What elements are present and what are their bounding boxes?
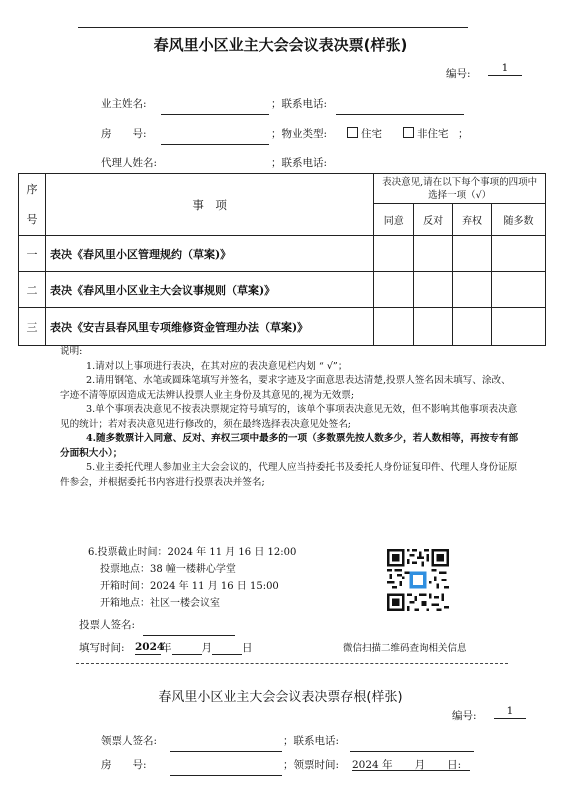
residence-label: 住宅 [361,128,382,140]
owner-name-label: 业主姓名: [101,98,147,110]
notes-heading: 说明: [60,346,83,357]
row-number: 一 [19,236,46,272]
vote-cell-majority[interactable] [492,236,546,272]
col-number-header [19,174,46,236]
col-number-2: 号 [26,212,38,226]
serial-number: 1 [488,62,522,76]
stub-serial-number: 1 [494,705,526,719]
vote-cell-oppose[interactable] [414,236,453,272]
vote-table [18,173,546,346]
room-label: 房 号: [101,128,147,140]
vote-cell-oppose[interactable] [414,308,453,346]
option-abstain: 弃权 [453,204,492,236]
note-3: 3.单个事项表决意见不按表决票规定符号填写的，该单个事项表决意见无效，但不影响其他事项表决意见的统计；若对表决意见进行修改的，须在最终选择表决意见处签名; [60,404,518,430]
note-6-deadline: 6.投票截止时间：2024 年 11 月 16 日 12:00 [88,547,297,558]
fill-year[interactable]: 2024 [135,641,165,653]
fill-day[interactable] [212,642,242,655]
semicolon: ； [458,128,469,140]
row-number: 二 [19,272,46,308]
vote-instruction: 表决意见,请在以下每个事项的四项中选择一项（√） [374,174,546,204]
table-row [19,236,546,272]
receive-time-field[interactable] [352,757,470,771]
row-item: 表决《春风里小区业主大会议事规则（草案)》 [45,272,373,308]
ballot-title: 春风里小区业主大会会议表决票(样张) [153,36,408,54]
row-item: 表决《春风里小区管理规约（草案)》 [45,236,373,272]
property-type-label: ；物业类型: [271,128,328,140]
qr-code [387,549,449,611]
receiver-label: 领票人签名: [101,735,158,747]
fill-time-label: 填写时间: [79,642,125,654]
phone-label: ；联系电话: [271,98,328,110]
signature-field[interactable] [143,623,235,636]
receive-year: 2024 [352,759,379,771]
stub-room-label: 房 号: [101,759,147,771]
vote-cell-majority[interactable] [492,272,546,308]
stub-serial-label: 编号: [452,710,477,722]
vote-cell-majority[interactable] [492,308,546,346]
receiver-field[interactable] [170,739,282,752]
stub-room-field[interactable] [170,763,282,776]
room-field[interactable] [161,132,269,145]
non-residence-label: 非住宅 [417,128,449,140]
receive-month-unit: 月 [414,759,426,771]
residence-checkbox[interactable] [347,127,358,138]
col-number-1: 序 [26,182,38,196]
agent-phone-label: ；联系电话: [271,157,328,169]
stub-phone-label: ；联系电话: [283,735,340,747]
fill-month[interactable] [172,642,202,655]
agent-name-label: 代理人姓名: [101,157,158,169]
row-number: 三 [19,308,46,346]
note-4: 4.随多数票计入同意、反对、弃权三项中最多的一项（多数票先按人数多少，若人数相等，再按专有部分面积大小）； [60,433,519,459]
note-6-open-time: 开箱时间：2024 年 11 月 16 日 15:00 [100,581,279,592]
year-unit: 年 [161,642,172,654]
day-unit: 日 [242,642,253,654]
serial-label: 编号: [446,68,471,80]
vote-cell-agree[interactable] [374,308,414,346]
stub-phone-field[interactable] [350,739,474,752]
vote-cell-abstain[interactable] [453,308,492,346]
option-majority: 随多数 [492,204,546,236]
owner-name-field[interactable] [161,102,269,115]
cut-line [76,663,508,664]
note-2: 2.请用钢笔、水笔或圆珠笔填写并签名，要求字迹及字面意思表达清楚,投票人签名因未填写、涂改、字迹不清等原因造成无法辨认投票人业主身份及其意见的,视为无效票; [60,375,511,401]
vote-cell-abstain[interactable] [453,236,492,272]
receive-year-unit: 年 [382,759,393,771]
month-unit: 月 [201,642,212,654]
col-item-header: 事 项 [45,174,373,236]
phone-field[interactable] [336,102,464,115]
row-item: 表决《安吉县春风里专项维修资金管理办法（草案)》 [45,308,373,346]
signature-label: 投票人签名: [79,619,136,631]
non-residence-checkbox[interactable] [403,127,414,138]
table-row [19,272,546,308]
vote-cell-abstain[interactable] [453,272,492,308]
instructions [60,345,520,490]
qr-caption: 微信扫描二维码查询相关信息 [343,643,467,654]
option-agree: 同意 [374,204,414,236]
receive-time-label: ；领票时间: [283,759,340,771]
note-6-location: 投票地点：38 幢一楼耕心学堂 [100,564,236,575]
note-1: 1.请对以上事项进行表决，在其对应的表决意见栏内划 “ √”； [86,360,348,372]
note-5: 5.业主委托代理人参加业主大会会议的，代理人应当持委托书及委托人身份证复印件、代理人身份证原件参会，并根据委托书内容进行投票表决并签名; [60,462,518,488]
note-6-open-place: 开箱地点：社区一楼会议室 [100,598,220,609]
receive-day-unit: 日: [447,759,462,771]
vote-cell-oppose[interactable] [414,272,453,308]
vote-cell-agree[interactable] [374,236,414,272]
top-rule [78,27,468,28]
vote-cell-agree[interactable] [374,272,414,308]
option-oppose: 反对 [414,204,453,236]
stub-title: 春风里小区业主大会会议表决票存根(样张) [158,690,403,705]
table-row [19,308,546,346]
